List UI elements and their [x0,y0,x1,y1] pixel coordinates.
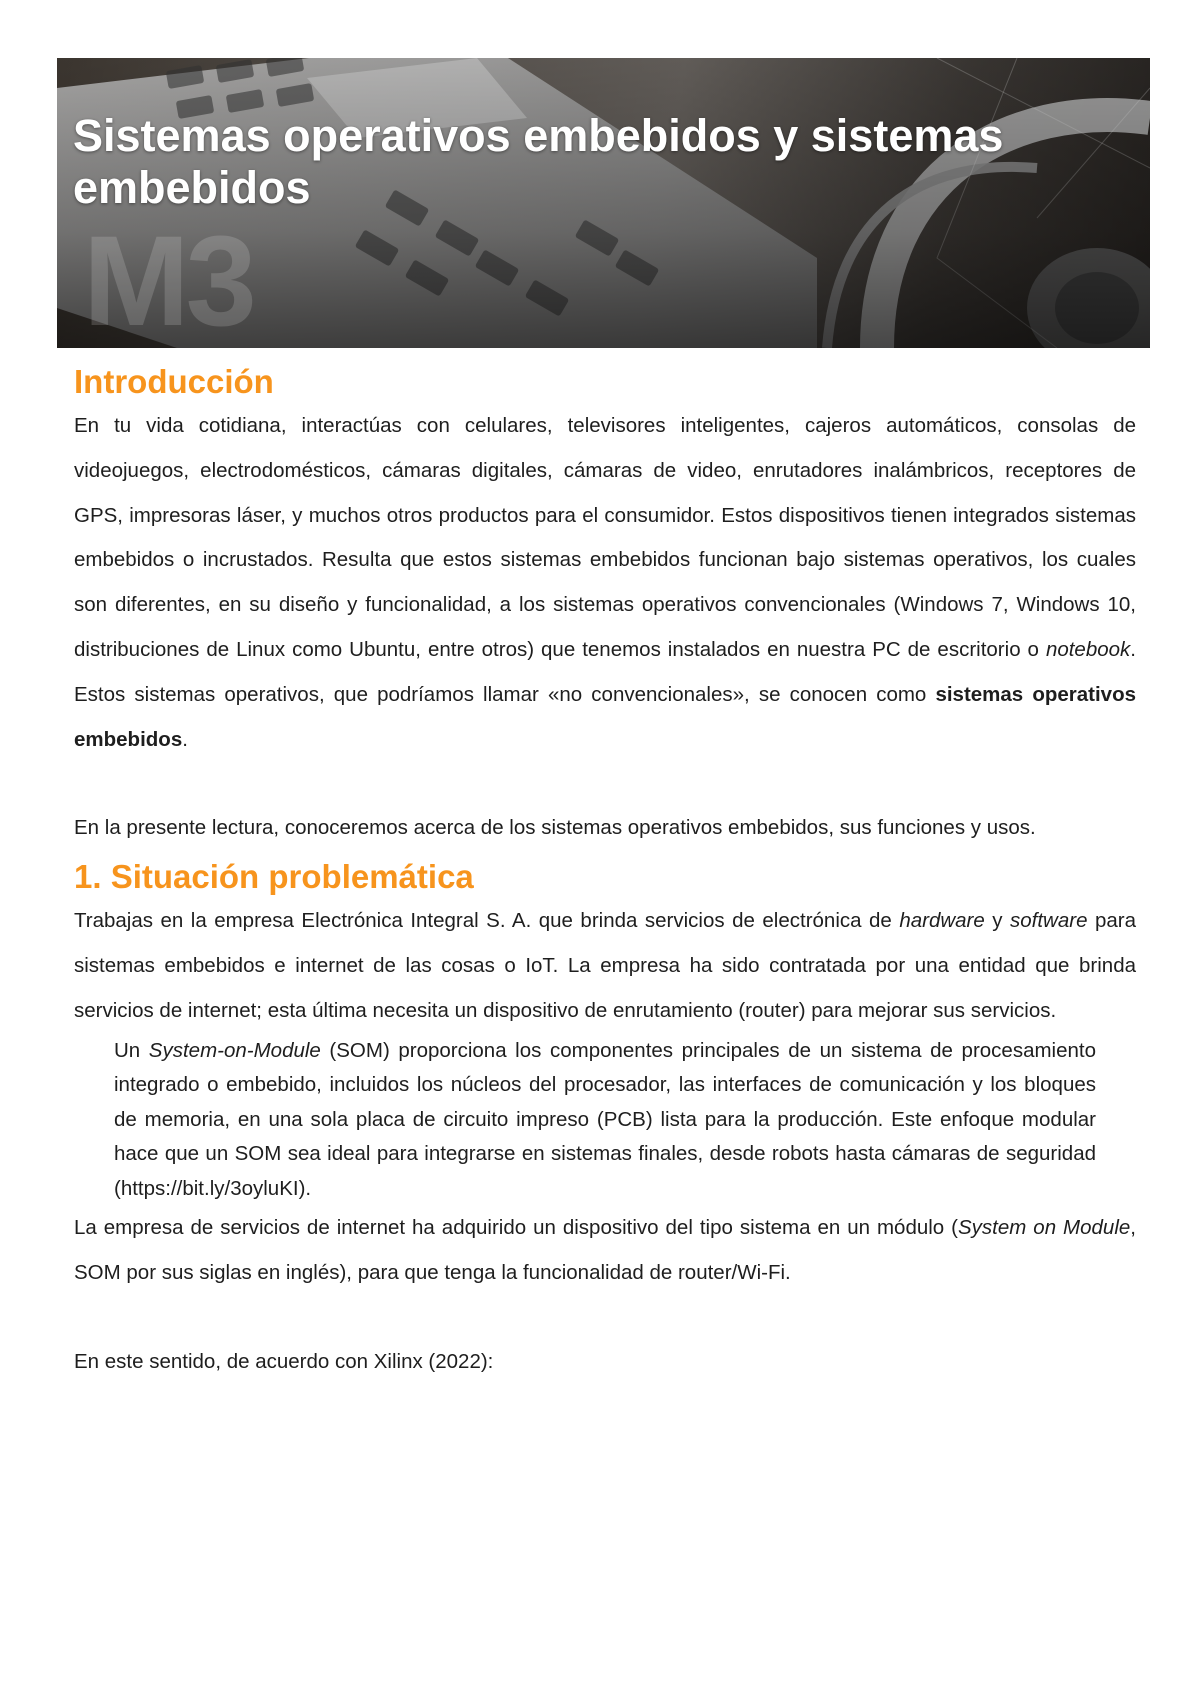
text-run: . Estos sistemas operativos, que podríamos llamar «no convencionales», se conocen como [74,637,1136,706]
text-run: , SOM por sus siglas en inglés), para que tenga la funcionalidad de router/Wi-Fi. [74,1216,1136,1284]
italic-run: hardware [899,909,985,933]
section-1-paragraph-2 [74,1206,1136,1296]
text-run: Un [114,1038,149,1062]
italic-run: System on Module [957,1216,1131,1240]
intro-heading: Introducción [74,363,274,400]
text-run: En tu vida cotidiana, interactúas con celulares, televisores inteligentes, cajeros automáticos, consolas de videojuegos, electrodomésticos, cámaras digitales, cámaras de video, enrutadores inalámbricos, receptores de GPS, impresoras láser, y muchos otros productos para el consumidor. Estos dispositivos tienen integrados sistemas embebidos o incrustados. Resulta que estos sistemas embebidos funcionan bajo sistemas operativos, los cuales son diferentes, en su diseño y funcionalidad, a los sistemas operativos convencionales (Windows 7, Windows 10, distribuciones de Linux como Ubuntu, entre otros) que tenemos instalados en nuestra PC de escritorio o [74,414,1136,661]
italic-run: System-on-Module [148,1038,321,1062]
text-run: y [984,909,1010,933]
text-run: Trabajas en la empresa Electrónica Integral S. A. que brinda servicios de electrónica de [74,909,900,933]
section-1-paragraph-1 [74,899,1136,1033]
som-quote [114,1034,1096,1207]
intro-paragraph-1 [74,404,1136,762]
text-run: (SOM) proporciona los componentes principales de un sistema de procesamiento integrado o embebido, incluidos los núcleos del procesador, las interfaces de comunicación y los bloques de memoria, en una sola placa de circuito impreso (PCB) lista para la producción. Este enfoque modular hace que un SOM sea ideal para integrarse en sistemas finales, desde robots hasta cámaras de seguridad (https://bit.ly/3oyluKI). [114,1038,1096,1200]
document-body [74,360,1136,1384]
header-banner [57,58,1150,348]
text-run: para sistemas embebidos e internet de las cosas o IoT. La empresa ha sido contratada por una entidad que brinda servicios de internet; esta última necesita un dispositivo de enrutamiento (router) para mejorar sus servicios. [74,909,1136,1022]
text-run: La empresa de servicios de internet ha adquirido un dispositivo del tipo sistema en un módulo ( [74,1216,958,1240]
italic-run: software [1010,909,1088,933]
page-title: Sistemas operativos embebidos y sistemas embebidos [73,110,1004,213]
paragraph-spacer [74,762,1136,806]
bold-run: sistemas operativos embebidos [74,682,1136,751]
text-run: . [182,727,188,751]
intro-paragraph-2: En la presente lectura, conoceremos acerca de los sistemas operativos embebidos, sus funciones y usos. [74,816,1036,840]
module-watermark: M3 [83,210,253,348]
paragraph-spacer [74,1296,1136,1340]
section-1-paragraph-3: En este sentido, de acuerdo con Xilinx (2022): [74,1349,494,1373]
section-1-heading: 1. Situación problemática [74,858,474,896]
italic-run: notebook [1045,637,1131,661]
